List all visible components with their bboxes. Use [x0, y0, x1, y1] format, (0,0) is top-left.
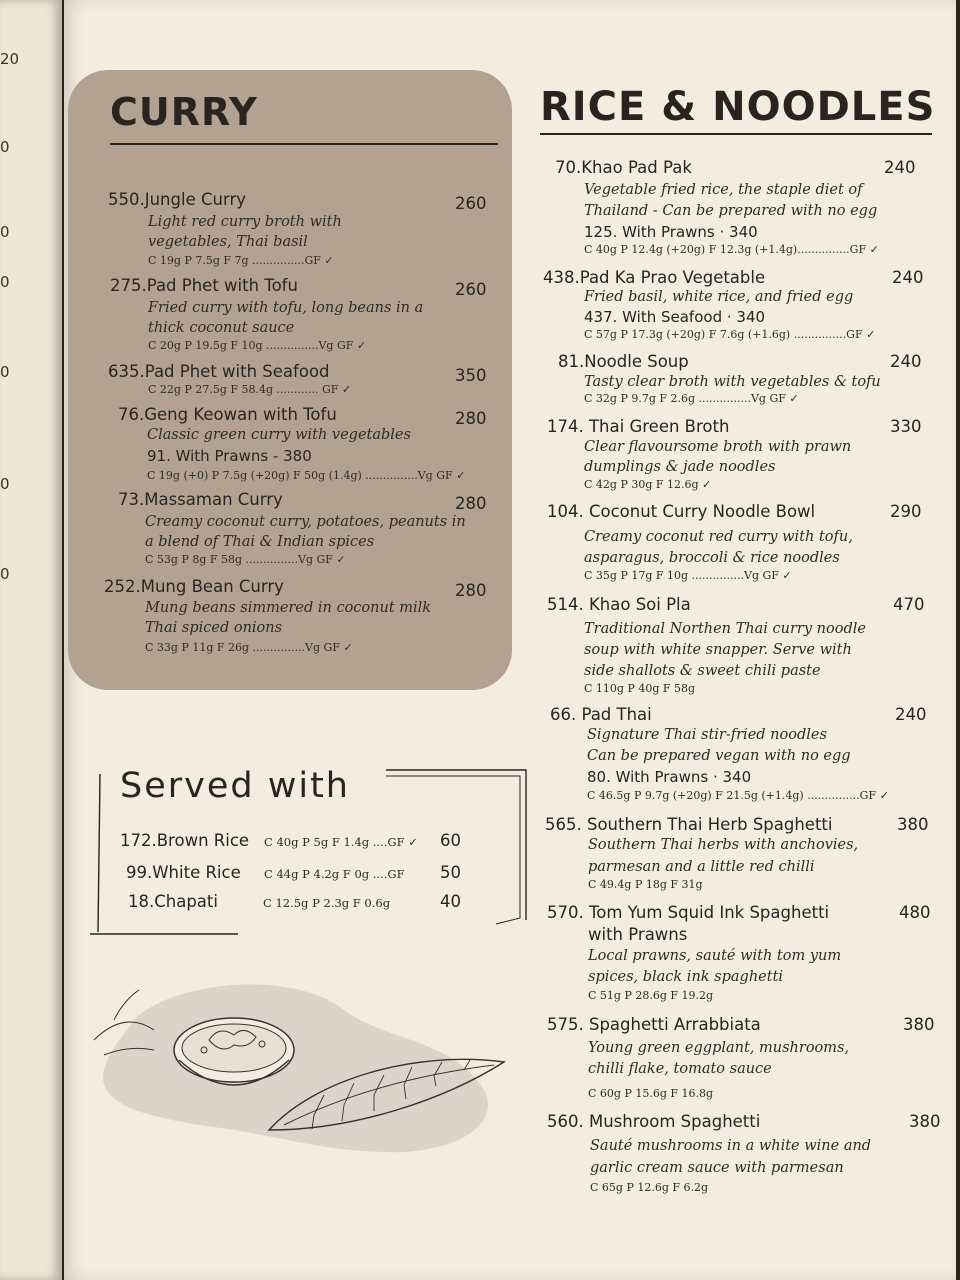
rice-noodles-item-description: side shallots & sweet chili paste: [584, 663, 821, 679]
curry-item-nutrition: C 53g P 8g F 58g ...............Vg GF ✓: [145, 553, 346, 566]
rice-noodles-item-name: 70.Khao Pad Pak: [555, 158, 692, 177]
rice-noodles-item-name: 560. Mushroom Spaghetti: [547, 1112, 761, 1131]
curry-item-price: 280: [455, 581, 487, 600]
rice-noodles-item-price: 240: [895, 705, 927, 724]
rice-noodles-item-nutrition: C 35g P 17g F 10g ...............Vg GF ✓: [584, 569, 792, 582]
curry-item-name: 275.Pad Phet with Tofu: [110, 276, 298, 295]
curry-item-nutrition: C 19g P 7.5g F 7g ...............GF ✓: [148, 254, 334, 267]
rice-noodles-item-nutrition: C 32g P 9.7g F 2.6g ...............Vg GF ✓: [584, 392, 799, 405]
rice-noodles-item-name: 66. Pad Thai: [550, 705, 652, 724]
served-with-item-name: 18.Chapati: [128, 892, 218, 911]
rice-noodles-item-price: 240: [890, 352, 922, 371]
curry-item-description: Mung beans simmered in coconut milk: [145, 600, 432, 616]
rice-noodles-item-price: 240: [892, 268, 924, 287]
rice-noodles-item-nutrition: C 51g P 28.6g F 19.2g: [588, 989, 714, 1002]
curry-item-price: 280: [455, 494, 487, 513]
left-page-number: 0: [0, 475, 10, 493]
rice-noodles-item-description: Signature Thai stir-fried noodles: [587, 727, 827, 743]
curry-item-price: 350: [455, 366, 487, 385]
rice-noodles-title: RICE & NOODLES: [540, 84, 936, 130]
curry-item-description: Thai spiced onions: [145, 620, 283, 636]
curry-item-name: 550.Jungle Curry: [108, 190, 246, 209]
left-page-number: 0: [0, 565, 10, 583]
curry-item-price: 260: [455, 280, 487, 299]
curry-item-name: 76.Geng Keowan with Tofu: [118, 405, 337, 424]
rice-noodles-item-description: Young green eggplant, mushrooms,: [588, 1040, 850, 1056]
rice-noodles-item-nutrition: C 46.5g P 9.7g (+20g) F 21.5g (+1.4g) ...............GF ✓: [587, 789, 889, 802]
curry-item-description: Creamy coconut curry, potatoes, peanuts in: [145, 514, 466, 530]
left-page-number: 0: [0, 273, 10, 291]
rice-noodles-item-description: Thailand - Can be prepared with no egg: [584, 203, 878, 219]
rice-noodles-item-price: 290: [890, 502, 922, 521]
rice-noodles-item-nutrition: C 60g P 15.6g F 16.8g: [588, 1087, 714, 1100]
curry-item-extra: 91. With Prawns - 380: [147, 447, 312, 465]
curry-item-nutrition: C 19g (+0) P 7.5g (+20g) F 50g (1.4g) ...............Vg GF ✓: [147, 469, 466, 482]
curry-divider: [110, 143, 498, 145]
rice-noodles-divider: [540, 133, 932, 135]
rice-noodles-item-description: garlic cream sauce with parmesan: [590, 1160, 844, 1176]
curry-item-nutrition: C 20g P 19.5g F 10g ...............Vg GF ✓: [148, 339, 367, 352]
curry-item-nutrition: C 33g P 11g F 26g ...............Vg GF ✓: [145, 641, 353, 654]
rice-noodles-item-description: parmesan and a little red chilli: [588, 859, 815, 875]
served-with-item-name: 99.White Rice: [126, 863, 241, 882]
rice-noodles-item-nutrition: C 110g P 40g F 58g: [584, 682, 696, 695]
rice-noodles-item-price: 480: [899, 903, 931, 922]
rice-noodles-item-name: 565. Southern Thai Herb Spaghetti: [545, 815, 833, 834]
curry-item-description: Light red curry broth with: [148, 214, 342, 230]
left-page-number: 0: [0, 363, 10, 381]
rice-noodles-item-name: 575. Spaghetti Arrabbiata: [547, 1015, 761, 1034]
rice-noodles-item-nutrition: C 49.4g P 18g F 31g: [588, 878, 703, 891]
rice-noodles-item-description: Creamy coconut red curry with tofu,: [584, 529, 853, 545]
rice-noodles-item-description: Local prawns, sauté with tom yum: [588, 948, 842, 964]
rice-noodles-item-price: 240: [884, 158, 916, 177]
served-with-item-price: 60: [440, 831, 461, 850]
rice-noodles-item-description: Tasty clear broth with vegetables & tofu: [584, 374, 881, 390]
rice-noodles-item-name: 104. Coconut Curry Noodle Bowl: [547, 502, 816, 521]
curry-item-price: 260: [455, 194, 487, 213]
curry-item-price: 280: [455, 409, 487, 428]
curry-item-description: vegetables, Thai basil: [148, 234, 308, 250]
curry-item-name: 635.Pad Phet with Seafood: [108, 362, 330, 381]
rice-noodles-item-extra: 80. With Prawns · 340: [587, 768, 752, 786]
rice-noodles-item-description: Sauté mushrooms in a white wine and: [590, 1138, 872, 1154]
curry-item-name: 252.Mung Bean Curry: [104, 577, 284, 596]
curry-item-description: thick coconut sauce: [148, 320, 295, 336]
curry-item-description: a blend of Thai & Indian spices: [145, 534, 375, 550]
rice-noodles-item-description: Clear flavoursome broth with prawn: [584, 439, 852, 455]
rice-noodles-item-description: Southern Thai herbs with anchovies,: [588, 837, 859, 853]
served-with-item-nutrition: C 12.5g P 2.3g F 0.6g: [263, 896, 391, 910]
rice-noodles-item-description: soup with white snapper. Serve with: [584, 642, 852, 658]
served-with-item-name: 172.Brown Rice: [120, 831, 250, 850]
curry-item-nutrition: C 22g P 27.5g F 58.4g ............ GF ✓: [148, 383, 352, 396]
rice-noodles-item-name: 514. Khao Soi Pla: [547, 595, 691, 614]
served-with-title: Served with: [120, 766, 350, 806]
rice-noodles-item-description: Vegetable fried rice, the staple diet of: [584, 182, 863, 198]
left-page-edge: [0, 0, 62, 1280]
rice-noodles-item-price: 380: [909, 1112, 941, 1131]
rice-noodles-item-description: asparagus, broccoli & rice noodles: [584, 550, 840, 566]
curry-item-description: Fried curry with tofu, long beans in a: [148, 300, 424, 316]
served-with-item-nutrition: C 40g P 5g F 1.4g ....GF ✓: [264, 835, 418, 849]
curry-item-description: Classic green curry with vegetables: [147, 427, 411, 443]
rice-noodles-item-description: spices, black ink spaghetti: [588, 969, 784, 985]
curry-title: CURRY: [110, 90, 258, 134]
rice-noodles-item-nutrition: C 42g P 30g F 12.6g ✓: [584, 478, 712, 491]
rice-noodles-item-name-line2: with Prawns: [588, 925, 688, 944]
rice-noodles-item-description: dumplings & jade noodles: [584, 459, 776, 475]
rice-noodles-item-price: 380: [903, 1015, 935, 1034]
rice-noodles-item-price: 330: [890, 417, 922, 436]
left-page-number: 0: [0, 223, 10, 241]
rice-noodles-item-price: 380: [897, 815, 929, 834]
rice-noodles-item-name: 174. Thai Green Broth: [547, 417, 730, 436]
rice-noodles-item-extra: 125. With Prawns · 340: [584, 223, 758, 241]
left-page-number: 0: [0, 138, 10, 156]
served-with-item-price: 40: [440, 892, 461, 911]
rice-noodles-item-description: chilli flake, tomato sauce: [588, 1061, 772, 1077]
rice-noodles-item-description: Can be prepared vegan with no egg: [587, 748, 851, 764]
left-page-number: 20: [0, 50, 20, 68]
rice-noodles-item-price: 470: [893, 595, 925, 614]
rice-noodles-item-name: 438.Pad Ka Prao Vegetable: [543, 268, 766, 287]
curry-bowl-and-leaf-illustration: [84, 980, 524, 1160]
rice-noodles-item-description: Fried basil, white rice, and fried egg: [584, 289, 854, 305]
rice-noodles-item-nutrition: C 40g P 12.4g (+20g) F 12.3g (+1.4g)...............GF ✓: [584, 243, 879, 256]
curry-item-name: 73.Massaman Curry: [118, 490, 283, 509]
rice-noodles-item-nutrition: C 57g P 17.3g (+20g) F 7.6g (+1.6g) ...............GF ✓: [584, 328, 876, 341]
rice-noodles-item-name: 570. Tom Yum Squid Ink Spaghetti: [547, 903, 830, 922]
served-with-item-price: 50: [440, 863, 461, 882]
served-with-item-nutrition: C 44g P 4.2g F 0g ....GF: [264, 867, 405, 881]
rice-noodles-item-description: Traditional Northen Thai curry noodle: [584, 621, 866, 637]
rice-noodles-item-nutrition: C 65g P 12.6g F 6.2g: [590, 1181, 709, 1194]
rice-noodles-item-extra: 437. With Seafood · 340: [584, 308, 766, 326]
rice-noodles-item-name: 81.Noodle Soup: [558, 352, 689, 371]
